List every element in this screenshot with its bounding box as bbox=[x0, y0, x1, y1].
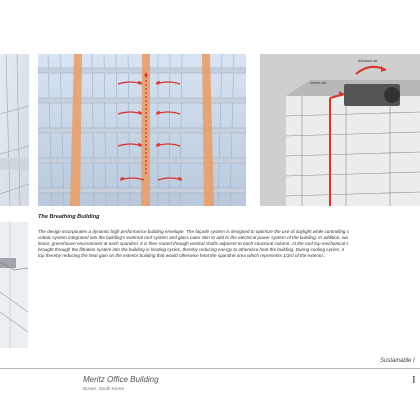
description-paragraph bbox=[38, 229, 420, 269]
description-line: linear, greenhouse environment at each spandrel. It is then routed through vertical shafts adjacent to each structural column. At the roof top mechanical s bbox=[38, 241, 349, 247]
atrium-illustration bbox=[0, 54, 29, 206]
exhaust-air-label: exhaust air bbox=[358, 58, 378, 63]
section-illustration bbox=[260, 54, 420, 206]
project-location: Busan, South Korea bbox=[83, 386, 125, 391]
interior-illustration bbox=[0, 222, 28, 348]
description-line: top thereby reducing the heat gain on the exterior building that would otherwise heat the spandrel area which represents 1/3rd of the exterior.. bbox=[38, 253, 326, 259]
section-heading: The Breathing Building bbox=[38, 214, 100, 220]
project-title: Meritz Office Building bbox=[83, 375, 159, 384]
description-line: The design incorporates a dynamic high performance building envelope. The façade system is designed to optimize the use of daylight while controlling s bbox=[38, 229, 350, 234]
description-line: voltaic system integrated into the building's external roof system and glass outer skin to add to the electrical power system of the building. In addition, wa bbox=[38, 235, 348, 241]
description-line: brought through the filtration system into the building in heating cycles, thereby reducing energy to otherwise heat the building. During cooling cycles, it bbox=[38, 247, 344, 253]
facade-illustration bbox=[38, 54, 246, 206]
left-lower-image bbox=[0, 222, 28, 348]
left-atrium-image bbox=[0, 54, 29, 206]
return-air-label: return air bbox=[310, 80, 327, 85]
section-airflow-diagram bbox=[260, 54, 420, 206]
facade-airflow-diagram bbox=[38, 54, 246, 206]
footer-divider bbox=[0, 368, 420, 369]
footer-logo: I bbox=[412, 374, 416, 386]
footer-tagline: Sustainable I bbox=[380, 358, 415, 364]
